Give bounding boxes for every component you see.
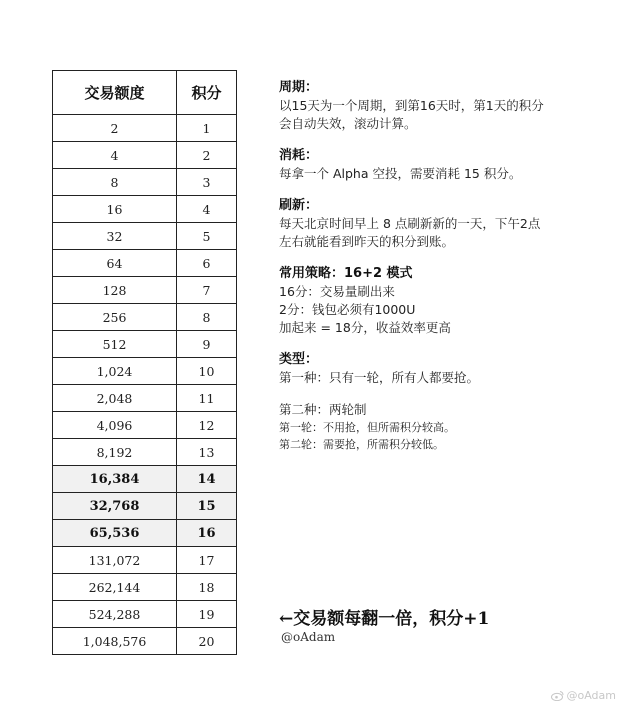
score-cell: 9 [177, 331, 237, 358]
info-panel [279, 79, 609, 467]
strategy-heading: 常用策略：16+2 模式 [279, 266, 413, 281]
strategy-line: 16分：交易量刷出来 [279, 284, 395, 299]
amount-cell: 32 [53, 223, 177, 250]
score-cell: 2 [177, 142, 237, 169]
refresh-line: 左右就能看到昨天的积分到账。 [279, 234, 455, 249]
table-row-highlight [53, 466, 237, 493]
amount-cell: 128 [53, 277, 177, 304]
table-row [53, 277, 237, 304]
score-cell: 17 [177, 547, 237, 574]
types-heading: 类型： [279, 352, 319, 367]
score-cell: 19 [177, 601, 237, 628]
table-row [53, 547, 237, 574]
weibo-icon [551, 690, 564, 701]
amount-cell: 4 [53, 142, 177, 169]
score-cell: 13 [177, 439, 237, 466]
table-row [53, 358, 237, 385]
spacer [279, 387, 609, 401]
amount-cell: 256 [53, 304, 177, 331]
table-row [53, 385, 237, 412]
table-row [53, 223, 237, 250]
strategy-line: 2分：钱包必须有1000U [279, 302, 416, 317]
score-cell: 5 [177, 223, 237, 250]
score-cell: 3 [177, 169, 237, 196]
amount-cell: 131,072 [53, 547, 177, 574]
period-line: 以15天为一个周期，到第16天时，第1天的积分 [279, 98, 544, 113]
score-cell: 18 [177, 574, 237, 601]
type2-title: 第二种：两轮制 [279, 402, 367, 417]
footer-note: ←交易额每翻一倍，积分+1 [279, 609, 490, 629]
table-row [53, 601, 237, 628]
score-cell: 10 [177, 358, 237, 385]
table-row [53, 196, 237, 223]
amount-cell: 524,288 [53, 601, 177, 628]
strategy-line: 加起来 = 18分，收益效率更高 [279, 320, 451, 335]
amount-cell: 1,048,576 [53, 628, 177, 655]
amount-cell: 65,536 [53, 520, 177, 547]
type2-round1: 第一轮：不用抢，但所需积分较高。 [279, 421, 455, 434]
types-section [279, 351, 609, 453]
refresh-section [279, 197, 609, 251]
table-row [53, 331, 237, 358]
score-cell: 14 [177, 466, 237, 493]
amount-cell: 4,096 [53, 412, 177, 439]
table-header-row [53, 71, 237, 115]
score-cell: 4 [177, 196, 237, 223]
table-row [53, 250, 237, 277]
consume-heading: 消耗： [279, 148, 319, 163]
refresh-line: 每天北京时间早上 8 点刷新新的一天，下午2点 [279, 216, 541, 231]
period-heading: 周期： [279, 80, 319, 95]
refresh-heading: 刷新： [279, 198, 319, 213]
period-section [279, 79, 609, 133]
score-cell: 1 [177, 115, 237, 142]
header-amount: 交易额度 [53, 71, 177, 115]
table-row-highlight [53, 520, 237, 547]
amount-cell: 512 [53, 331, 177, 358]
header-score: 积分 [177, 71, 237, 115]
amount-cell: 262,144 [53, 574, 177, 601]
amount-cell: 16 [53, 196, 177, 223]
table-row [53, 574, 237, 601]
consume-section [279, 147, 609, 183]
score-cell: 8 [177, 304, 237, 331]
score-cell: 7 [177, 277, 237, 304]
table-row [53, 412, 237, 439]
amount-cell: 64 [53, 250, 177, 277]
score-table [52, 70, 237, 655]
amount-cell: 2,048 [53, 385, 177, 412]
score-cell: 20 [177, 628, 237, 655]
table-row [53, 304, 237, 331]
score-cell: 11 [177, 385, 237, 412]
type1-line: 第一种：只有一轮，所有人都要抢。 [279, 370, 480, 385]
table-row [53, 439, 237, 466]
score-cell: 16 [177, 520, 237, 547]
score-cell: 15 [177, 493, 237, 520]
watermark-text: @oAdam [566, 689, 616, 702]
period-line: 会自动失效，滚动计算。 [279, 116, 417, 131]
table-row [53, 169, 237, 196]
table-row [53, 628, 237, 655]
table-row [53, 142, 237, 169]
amount-cell: 8,192 [53, 439, 177, 466]
amount-cell: 1,024 [53, 358, 177, 385]
table-row [53, 115, 237, 142]
amount-cell: 16,384 [53, 466, 177, 493]
amount-cell: 32,768 [53, 493, 177, 520]
strategy-section [279, 265, 609, 337]
table-row-highlight [53, 493, 237, 520]
amount-cell: 8 [53, 169, 177, 196]
watermark [551, 689, 617, 702]
amount-cell: 2 [53, 115, 177, 142]
score-cell: 12 [177, 412, 237, 439]
type2-round2: 第二轮：需要抢，所需积分较低。 [279, 438, 444, 451]
consume-line: 每拿一个 Alpha 空投，需要消耗 15 积分。 [279, 166, 522, 181]
score-cell: 6 [177, 250, 237, 277]
author-handle: @oAdam [281, 630, 336, 644]
